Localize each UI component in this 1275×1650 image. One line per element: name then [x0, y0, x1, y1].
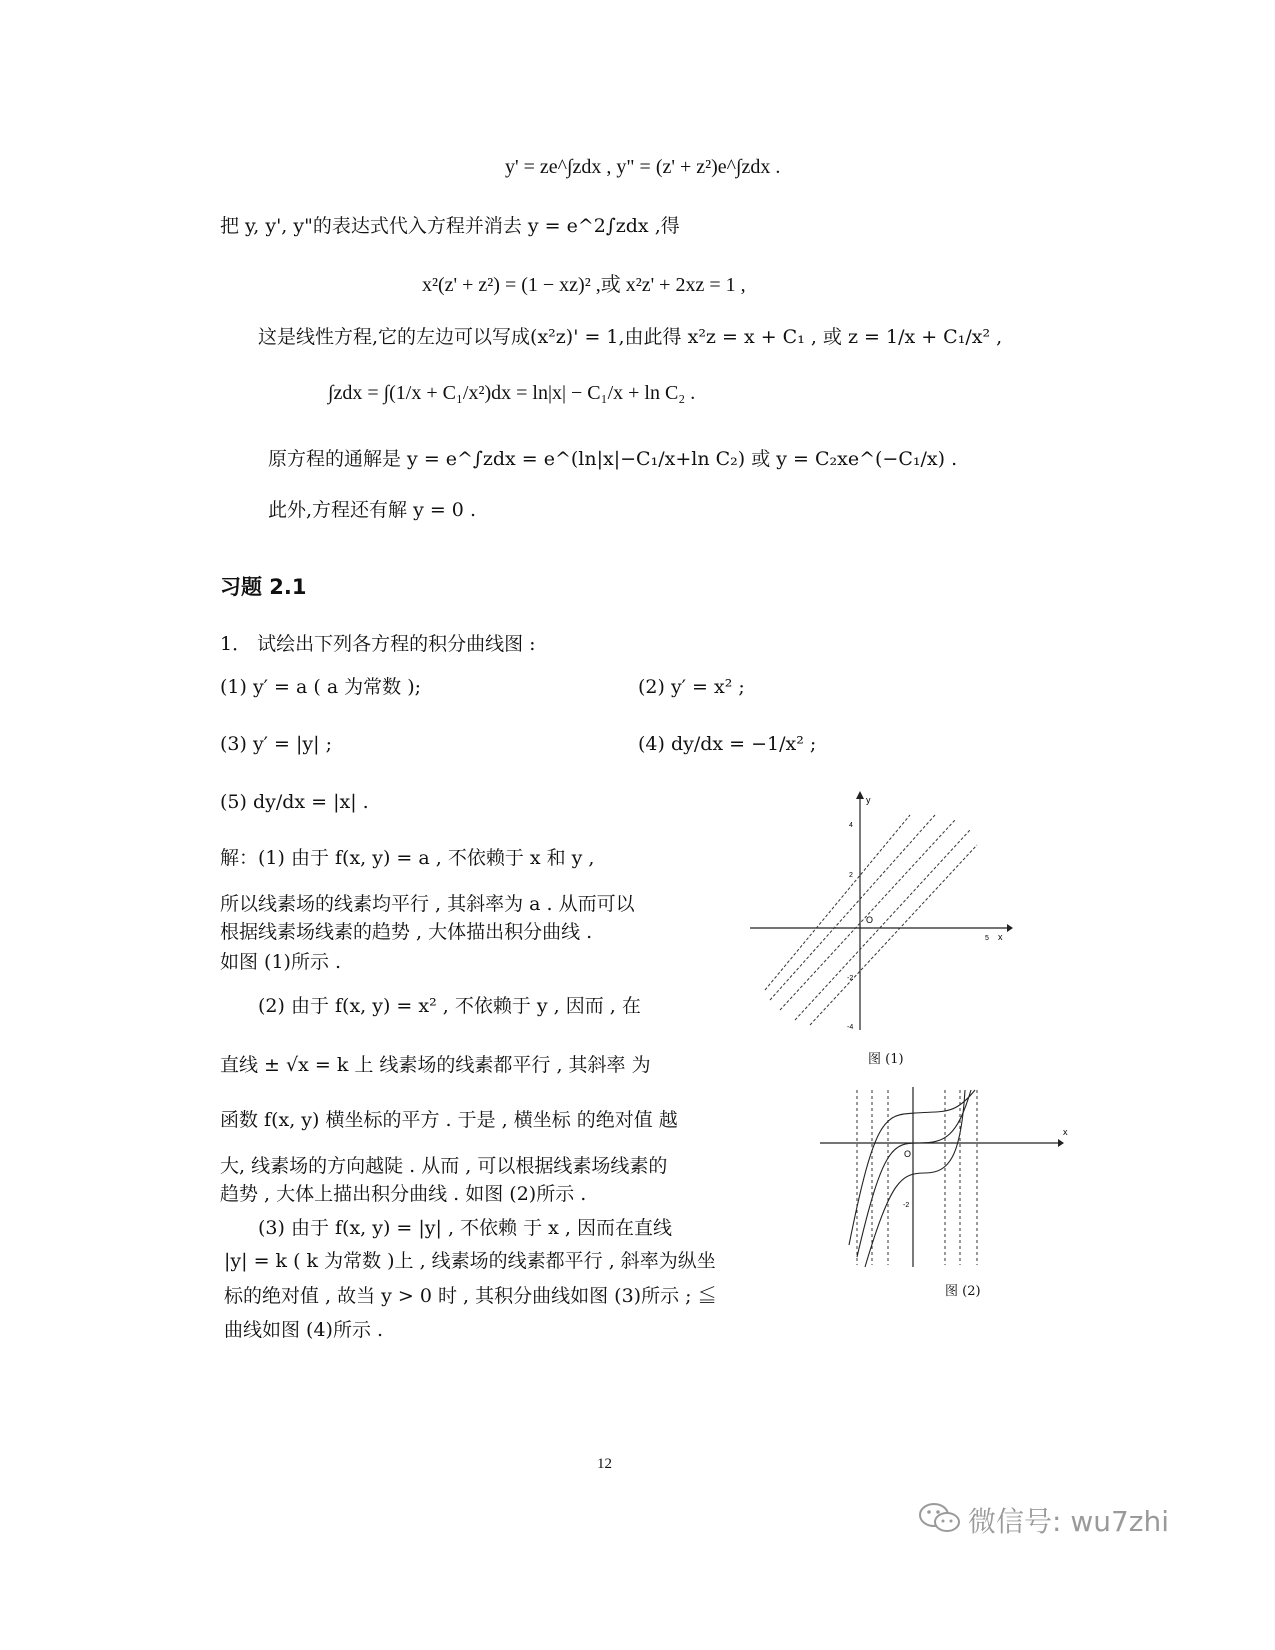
solution-line-10: (3) 由于 f(x, y) = |y| , 不依赖 于 x , 因而在直线	[258, 1217, 672, 1239]
wechat-icon	[918, 1500, 962, 1540]
fig2-axis-x-label: x	[1063, 1127, 1068, 1137]
solution-line-6: 直线 ± √x = k 上 线素场的线素都平行 , 其斜率 为	[220, 1054, 651, 1076]
solution-line-5: (2) 由于 f(x, y) = x² , 不依赖于 y , 因而 , 在	[258, 995, 641, 1017]
solution-line-1: 解：(1) 由于 f(x, y) = a , 不依赖于 x 和 y ,	[220, 847, 595, 869]
figure-2-caption: 图 (2)	[945, 1284, 981, 1299]
problem-item-1: (1) y′ = a ( a 为常数 );	[220, 676, 422, 698]
solution-line-9: 趋势 , 大体上描出积分曲线 . 如图 (2)所示 .	[220, 1183, 587, 1205]
fig1-axis-x-label: x	[998, 932, 1003, 942]
fig1-origin-label: O	[866, 915, 874, 925]
problem-1-intro: 1． 试绘出下列各方程的积分曲线图 :	[220, 633, 536, 655]
page-number: 12	[597, 1456, 612, 1472]
problem-item-2: (2) y′ = x² ;	[638, 676, 745, 698]
solution-line-2: 所以线素场的线素均平行 , 其斜率为 a . 从而可以	[220, 893, 635, 915]
fig1-tick-label: -4	[847, 1024, 854, 1031]
fig1-tick-label: 5	[985, 935, 989, 942]
figure-1	[745, 785, 1015, 1035]
problem-item-5: (5) dy/dx = |x| .	[220, 791, 369, 813]
fig1-curve	[795, 830, 970, 1020]
problem-item-4: (4) dy/dx = −1/x² ;	[638, 733, 817, 755]
fig2-x-arrow	[1058, 1139, 1064, 1147]
fig1-curve	[765, 815, 910, 990]
solution-line-11: |y| = k ( k 为常数 )上 , 线素场的线素都平行 , 斜率为纵坐	[224, 1250, 716, 1272]
section-title: 习题 2.1	[220, 575, 307, 599]
fig1-tick-label: 4	[849, 822, 853, 829]
solution-line-8: 大, 线素场的方向越陡 . 从而 , 可以根据线素场线素的	[220, 1155, 668, 1177]
fig1-curve	[810, 845, 977, 1025]
fig1-y-arrow	[856, 791, 864, 799]
fig1-tick-label: 2	[849, 872, 853, 879]
watermark-text: 微信号: wu7zhi	[968, 1505, 1170, 1538]
eq-integral: ∫zdx = ∫(1/x + C₁/x²)dx = ln|x| − C₁/x + ln C₂ .	[328, 382, 696, 404]
solution-line-3: 根据线素场线素的趋势 , 大体描出积分曲线 .	[220, 921, 593, 943]
eq-y-derivatives: y' = ze^∫zdx , y" = (z' + z²)e^∫zdx .	[505, 156, 781, 178]
substitution-text: 把 y, y', y"的表达式代入方程并消去 y = e^2∫zdx ,得	[220, 215, 680, 237]
figure-2	[815, 1085, 1080, 1270]
problem-item-3: (3) y′ = |y| ;	[220, 733, 332, 755]
fig2-curve	[849, 1090, 975, 1245]
fig1-curve	[770, 815, 935, 1000]
solution-line-4: 如图 (1)所示 .	[220, 951, 342, 973]
figure-1-caption: 图 (1)	[868, 1052, 904, 1067]
extra-solution: 此外,方程还有解 y = 0 .	[268, 499, 476, 521]
fig2-tick-label: -2	[903, 1202, 910, 1209]
solution-line-13: 曲线如图 (4)所示 .	[224, 1319, 384, 1341]
solution-line-12: 标的绝对值 , 故当 y > 0 时 , 其积分曲线如图 (3)所示 ; ≦	[224, 1285, 717, 1307]
fig1-axis-y-label: y	[866, 795, 871, 805]
linear-equation-text: 这是线性方程,它的左边可以写成(x²z)' = 1,由此得 x²z = x + C₁ , 或 z = 1/x + C₁/x² ,	[258, 326, 1003, 348]
general-solution: 原方程的通解是 y = e^∫zdx = e^(ln|x|−C₁/x+ln C₂) 或 y = C₂xe^(−C₁/x) .	[268, 448, 958, 470]
fig1-tick-label: -2	[847, 975, 854, 982]
solution-line-7: 函数 f(x, y) 横坐标的平方 . 于是 , 横坐标 的绝对值 越	[220, 1109, 678, 1131]
eq-z: x²(z' + z²) = (1 − xz)² ,或 x²z' + 2xz = 1 ,	[422, 274, 746, 296]
fig1-x-arrow	[1007, 924, 1013, 932]
fig2-origin-label: O	[904, 1149, 912, 1159]
fig2-curve	[865, 1090, 965, 1267]
